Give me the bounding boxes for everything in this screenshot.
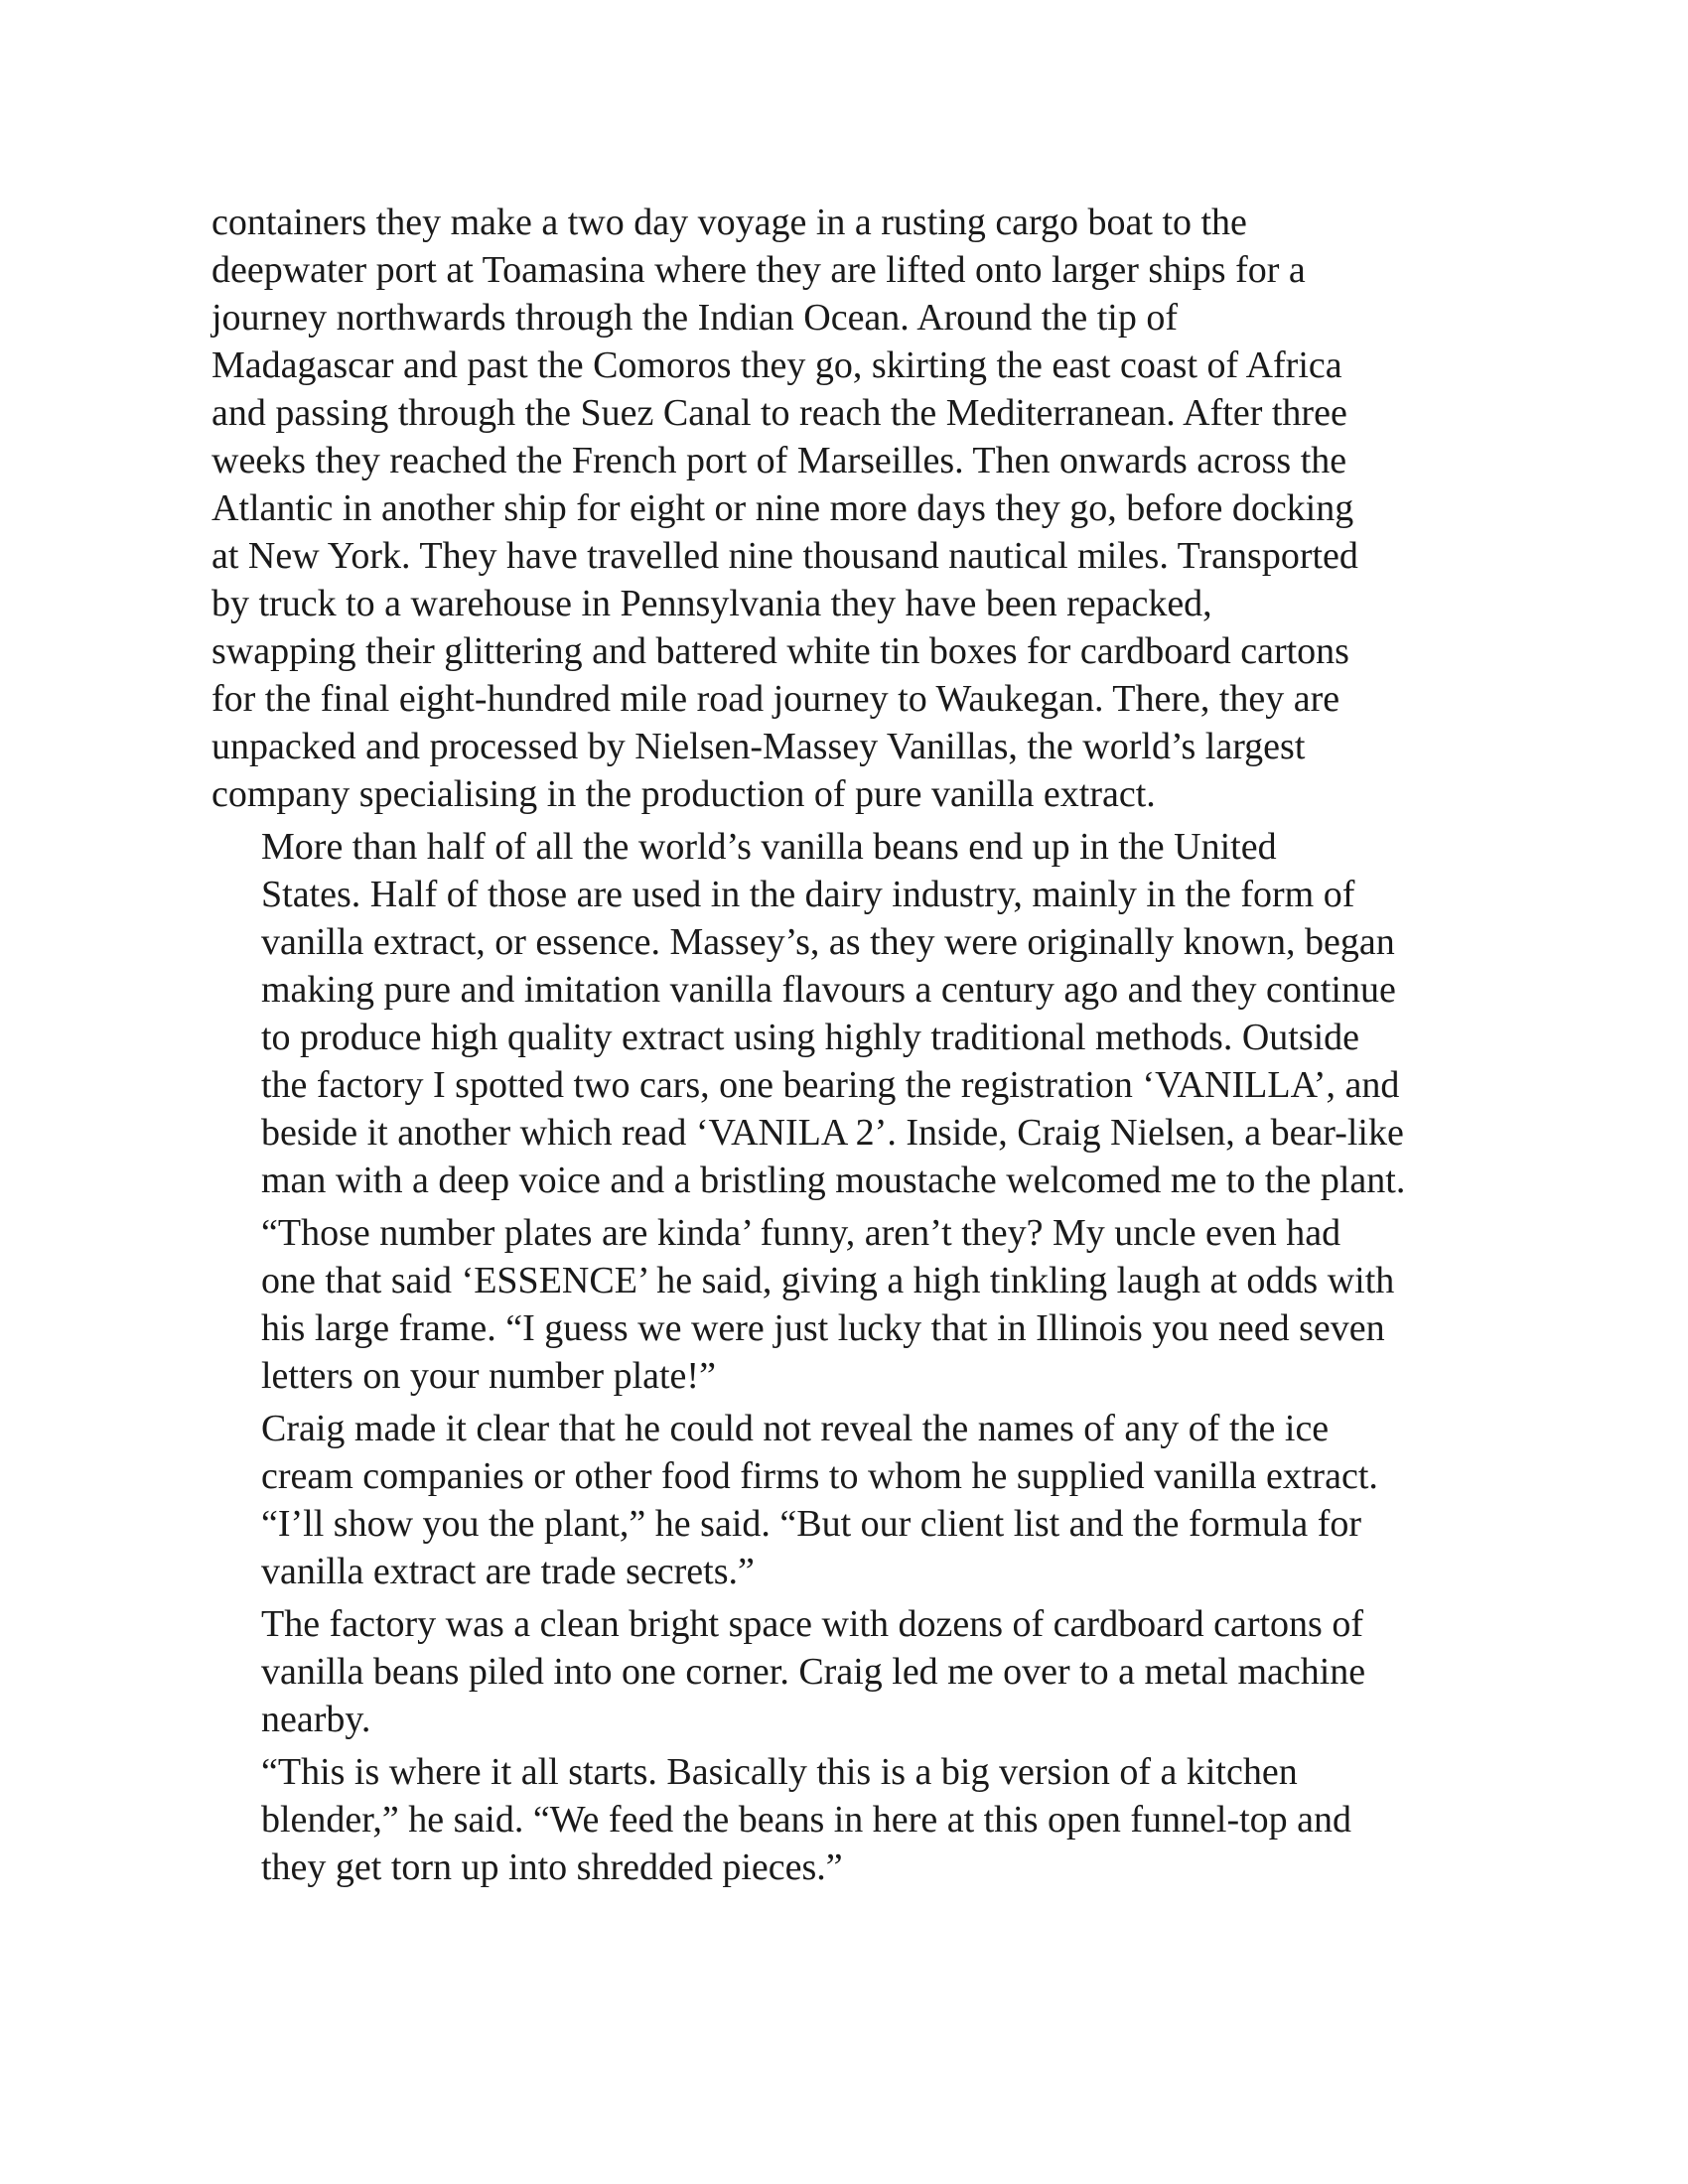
text-line: and passing through the Suez Canal to reach the Mediterranean. After three bbox=[211, 392, 1347, 434]
text-line: his large frame. “I guess we were just lucky that in Illinois you need seven bbox=[261, 1307, 1385, 1349]
text-line: vanilla beans piled into one corner. Craig led me over to a metal machine bbox=[261, 1651, 1366, 1693]
text-line: States. Half of those are used in the dairy industry, mainly in the form of bbox=[261, 874, 1355, 915]
body-text bbox=[211, 199, 1502, 1896]
text-line: they get torn up into shredded pieces.” bbox=[261, 1846, 843, 1888]
text-line: letters on your number plate!” bbox=[261, 1355, 716, 1397]
text-line: swapping their glittering and battered white tin boxes for cardboard cartons bbox=[211, 630, 1349, 672]
text-line: deepwater port at Toamasina where they are lifted onto larger ships for a bbox=[211, 249, 1306, 291]
text-line: More than half of all the world’s vanilla beans end up in the United bbox=[261, 826, 1277, 868]
paragraph-6 bbox=[211, 1748, 1502, 1891]
text-line: “This is where it all starts. Basically this is a big version of a kitchen bbox=[261, 1751, 1298, 1793]
text-line: cream companies or other food firms to whom he supplied vanilla extract. bbox=[261, 1455, 1378, 1497]
text-line: man with a deep voice and a bristling moustache welcomed me to the plant. bbox=[261, 1160, 1406, 1201]
text-line: company specialising in the production of pure vanilla extract. bbox=[211, 773, 1156, 815]
text-line: vanilla extract, or essence. Massey’s, as they were originally known, began bbox=[261, 921, 1395, 963]
text-line: to produce high quality extract using highly traditional methods. Outside bbox=[261, 1017, 1360, 1058]
text-line: for the final eight-hundred mile road journey to Waukegan. There, they are bbox=[211, 678, 1340, 720]
paragraph-5 bbox=[211, 1600, 1502, 1743]
text-line: The factory was a clean bright space with dozens of cardboard cartons of bbox=[261, 1603, 1363, 1645]
text-line: “Those number plates are kinda’ funny, aren’t they? My uncle even had bbox=[261, 1212, 1341, 1254]
text-line: nearby. bbox=[261, 1699, 371, 1740]
paragraph-4 bbox=[211, 1405, 1502, 1595]
text-line: at New York. They have travelled nine thousand nautical miles. Transported bbox=[211, 535, 1358, 577]
text-line: unpacked and processed by Nielsen-Massey Vanillas, the world’s largest bbox=[211, 726, 1306, 767]
text-line: journey northwards through the Indian Ocean. Around the tip of bbox=[211, 297, 1178, 339]
text-line: by truck to a warehouse in Pennsylvania they have been repacked, bbox=[211, 583, 1212, 624]
text-line: containers they make a two day voyage in a rusting cargo boat to the bbox=[211, 202, 1247, 243]
text-line: Craig made it clear that he could not reveal the names of any of the ice bbox=[261, 1408, 1330, 1449]
text-line: blender,” he said. “We feed the beans in here at this open funnel-top and bbox=[261, 1799, 1352, 1841]
text-line: weeks they reached the French port of Marseilles. Then onwards across the bbox=[211, 440, 1347, 481]
text-line: vanilla extract are trade secrets.” bbox=[261, 1551, 755, 1592]
text-line: one that said ‘ESSENCE’ he said, giving a high tinkling laugh at odds with bbox=[261, 1260, 1395, 1301]
text-line: Atlantic in another ship for eight or nine more days they go, before docking bbox=[211, 487, 1354, 529]
paragraph-2 bbox=[211, 823, 1502, 1204]
text-line: the factory I spotted two cars, one bearing the registration ‘VANILLA’, and bbox=[261, 1064, 1400, 1106]
text-line: beside it another which read ‘VANILA 2’. Inside, Craig Nielsen, a bear-like bbox=[261, 1112, 1404, 1154]
paragraph-3 bbox=[211, 1209, 1502, 1400]
text-line: making pure and imitation vanilla flavours a century ago and they continue bbox=[261, 969, 1396, 1011]
text-line: Madagascar and past the Comoros they go, skirting the east coast of Africa bbox=[211, 344, 1342, 386]
text-line: “I’ll show you the plant,” he said. “But our client list and the formula for bbox=[261, 1503, 1362, 1545]
paragraph-1 bbox=[211, 199, 1502, 818]
